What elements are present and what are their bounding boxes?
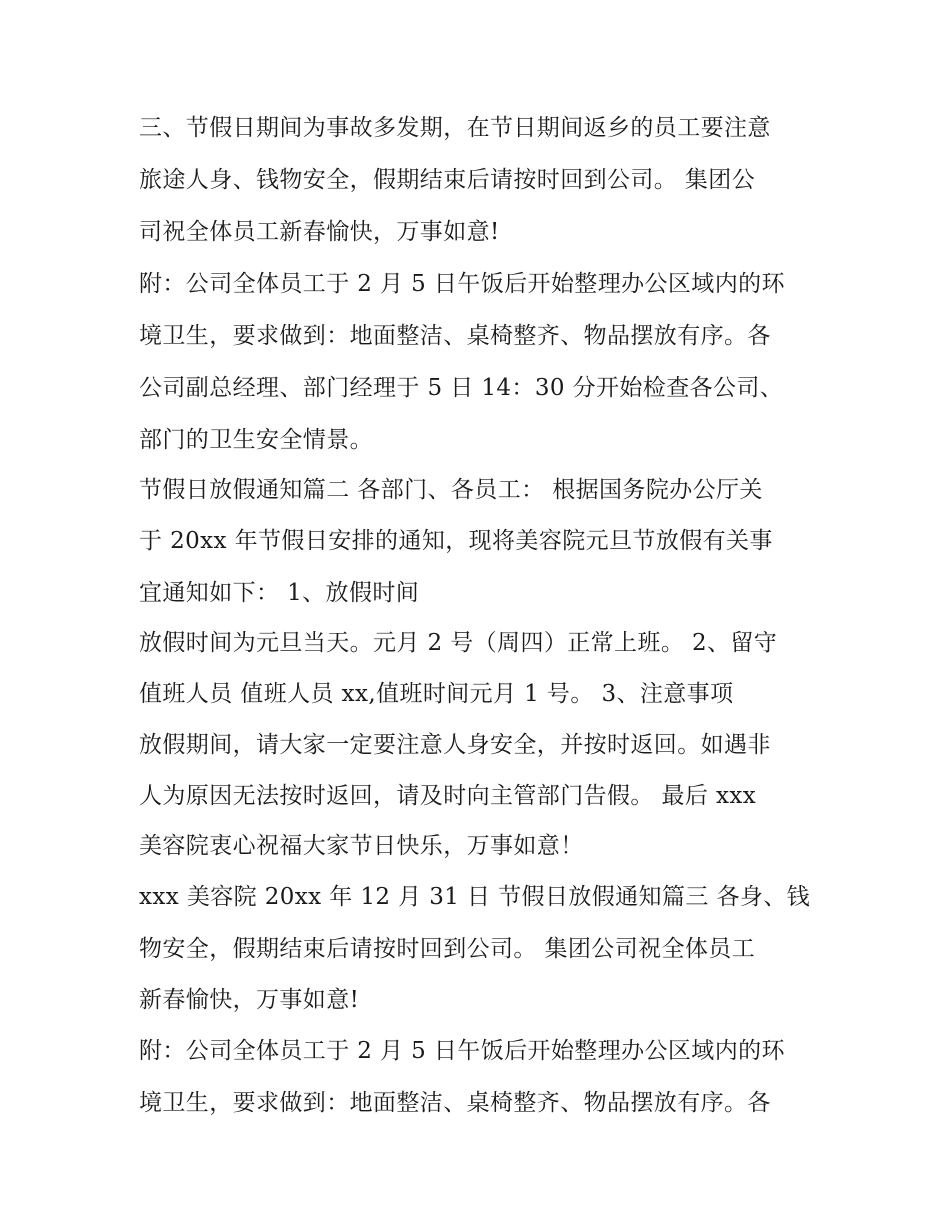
text-line: 值班人员 值班人员 xx,值班时间元月 1 号。 3、注意事项 <box>139 681 734 707</box>
text-line: 附：公司全体员工于 2 月 5 日午饭后开始整理办公区域内的环 <box>139 1038 785 1064</box>
text-line: 附：公司全体员工于 2 月 5 日午饭后开始整理办公区域内的环 <box>139 271 785 297</box>
text-line: 物安全，假期结束后请按时回到公司。 集团公司祝全体员工 <box>139 936 756 962</box>
text-line: 放假时间为元旦当天。元月 2 号（周四）正常上班。 2、留守 <box>139 630 778 656</box>
text-line: 境卫生，要求做到：地面整洁、桌椅整齐、物品摆放有序。各 <box>139 1090 771 1116</box>
text-line: 旅途人身、钱物安全，假期结束后请按时回到公司。 集团公 <box>139 167 756 193</box>
text-line: 美容院衷心祝福大家节日快乐，万事如意！ <box>139 833 584 859</box>
text-line: 放假期间，请大家一定要注意人身安全，并按时返回。如遇非 <box>139 732 771 758</box>
text-line: 新春愉快，万事如意! <box>139 987 360 1013</box>
text-line: 三、节假日期间为事故多发期，在节日期间返乡的员工要注意 <box>139 115 771 141</box>
text-line: 部门的卫生安全情景。 <box>139 427 373 453</box>
text-line: 司祝全体员工新春愉快，万事如意! <box>139 219 500 245</box>
text-line: 公司副总经理、部门经理于 5 日 14：30 分开始检查各公司、 <box>139 375 784 401</box>
text-line: xxx 美容院 20xx 年 12 月 31 日 节假日放假通知篇三 各身、钱 <box>139 884 811 910</box>
text-line: 节假日放假通知篇二 各部门、各员工： 根据国务院办公厅关 <box>139 477 763 503</box>
text-line: 宜通知如下： 1、放假时间 <box>139 580 420 606</box>
text-line: 于 20xx 年节假日安排的通知，现将美容院元旦节放假有关事 <box>139 528 773 554</box>
text-line: 人为原因无法按时返回，请及时向主管部门告假。 最后 xxx <box>139 783 757 809</box>
text-line: 境卫生，要求做到：地面整洁、桌椅整齐、物品摆放有序。各 <box>139 323 771 349</box>
